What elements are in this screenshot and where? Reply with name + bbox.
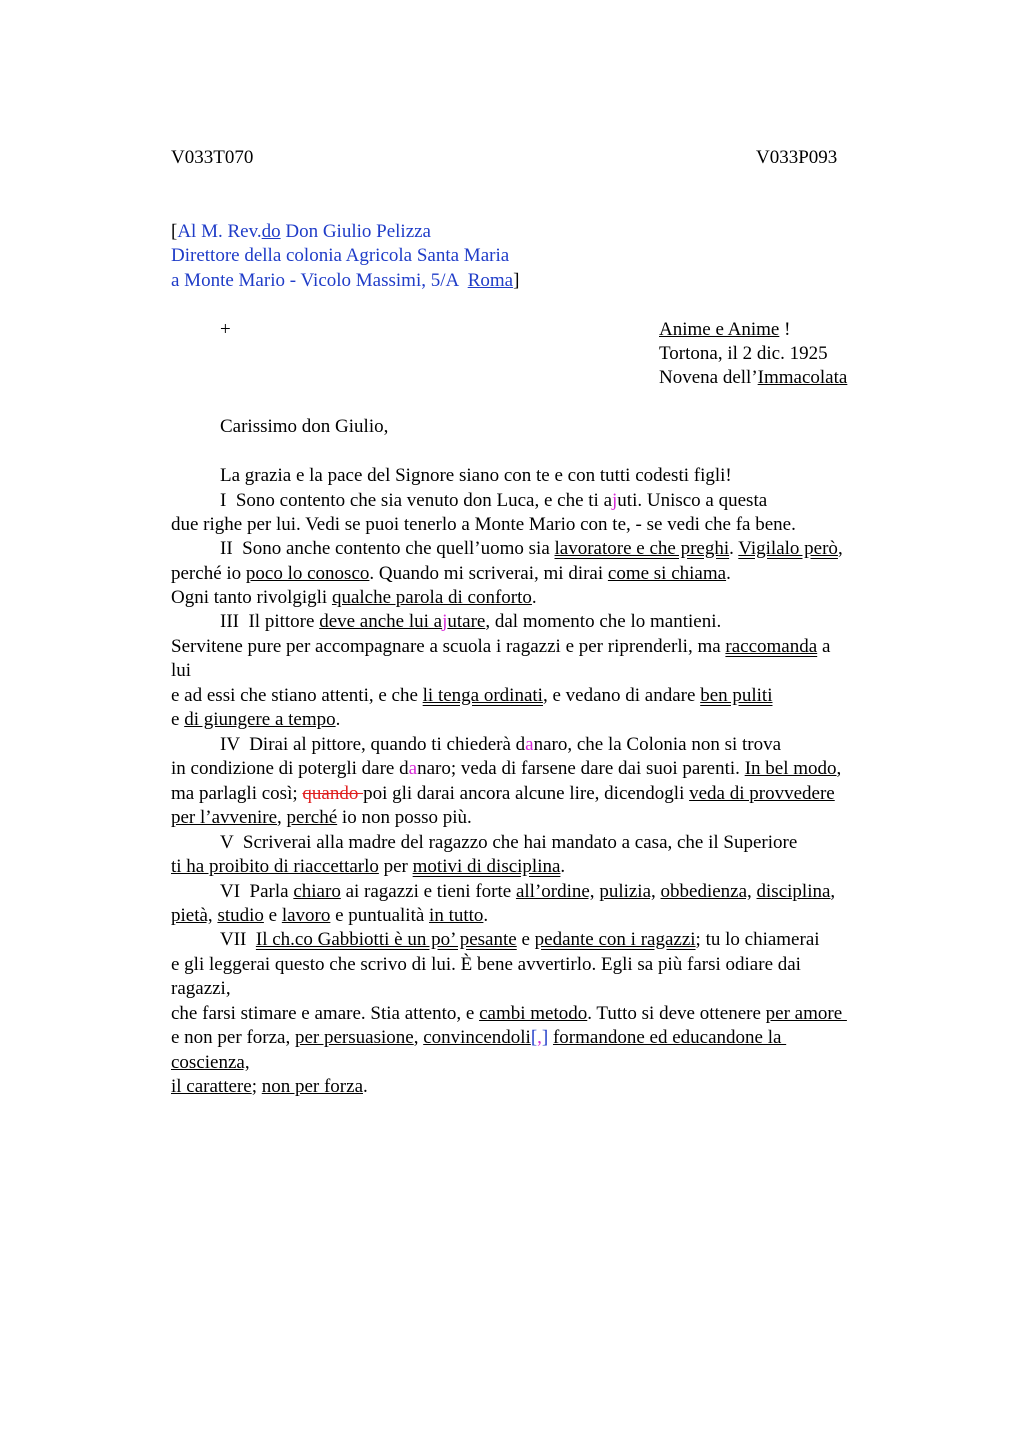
- emphasis: obbedienza,: [660, 881, 752, 902]
- text: naro, che la Colonia non si trova: [533, 734, 782, 755]
- emphasis: per l’avvenire: [171, 807, 278, 828]
- editorial-comma: ,: [537, 1027, 542, 1048]
- correction-letter: j: [612, 490, 618, 511]
- text: .: [363, 1076, 368, 1097]
- text: ,: [836, 758, 842, 779]
- text: per: [378, 856, 413, 877]
- emphasis: formandone ed educandone la: [552, 1027, 787, 1048]
- body-line-16: V Scriverai alla madre del ragazzo che hai mandato a casa, che il Superiore: [220, 832, 798, 853]
- text: II Sono anche contento che quell’uomo sia: [220, 538, 555, 559]
- body-line-11: [171, 708, 340, 732]
- body-line-15: [171, 806, 472, 830]
- text: .: [531, 587, 537, 608]
- emphasis: per persuasione: [294, 1027, 414, 1048]
- address-name: Don Giulio Pelizza: [280, 221, 431, 242]
- novena-prefix: Novena dell’: [659, 367, 758, 388]
- text: perché io: [171, 563, 246, 584]
- body-line-19: [171, 904, 488, 928]
- text: , dal momento che lo mantieni.: [485, 611, 722, 632]
- emphasis: per amore: [765, 1003, 847, 1024]
- emphasis: In bel modo: [744, 758, 837, 779]
- deleted-word: quando: [302, 783, 364, 804]
- text: , e vedano di andare: [542, 685, 701, 706]
- text: e puntualità: [330, 905, 430, 926]
- text: e non per forza,: [171, 1027, 295, 1048]
- bracket-close: ]: [513, 270, 520, 291]
- text: IV Dirai al pittore, quando ti chiederà d: [220, 734, 526, 755]
- text: poi gli darai ancora alcune lire, dicendogli: [363, 783, 690, 804]
- document-code-right: V033P093: [756, 147, 838, 168]
- document-code-left: V033T070: [171, 147, 254, 168]
- body-line-9: lui: [171, 660, 192, 681]
- address-line-2: Direttore della colonia Agricola Santa Maria: [171, 245, 510, 266]
- address-title: Al M. Rev.: [177, 221, 262, 242]
- body-line-13: [171, 757, 841, 781]
- text: .: [335, 709, 341, 730]
- text: in condizione di potergli dare d: [171, 758, 409, 779]
- text: uti. Unisco a questa: [617, 490, 768, 511]
- emphasis: poco lo conosco: [245, 563, 370, 584]
- correction-letter: a: [408, 758, 418, 779]
- emphasis: pedante con i ragazzi: [534, 929, 696, 950]
- body-line-1: La grazia e la pace del Signore siano con te e con tutti codesti figli!: [220, 465, 732, 486]
- text: ,: [830, 881, 836, 902]
- emphasis: perché: [286, 807, 338, 828]
- text: ai ragazzi e tieni forte: [340, 881, 516, 902]
- cross-mark: +: [220, 319, 231, 340]
- text: naro; veda di farsene dare dai suoi parenti.: [417, 758, 745, 779]
- novena: [659, 366, 847, 390]
- text: e: [263, 905, 282, 926]
- correction-letter: a: [525, 734, 534, 755]
- emphasis: studio: [217, 905, 264, 926]
- emphasis: in tutto: [429, 905, 484, 926]
- text: e: [171, 709, 185, 730]
- emphasis: di giungere a tempo: [184, 709, 336, 730]
- body-line-6: [171, 586, 537, 610]
- text: io non posso più.: [337, 807, 472, 828]
- address-city: Roma: [467, 270, 514, 291]
- emphasis: disciplina: [756, 881, 831, 902]
- body-line-21: e gli leggerai questo che scrivo di lui. È bene avvertirlo. Egli sa più farsi odiare dai: [171, 954, 801, 975]
- body-line-10: [171, 684, 773, 708]
- body-line-12: [220, 733, 781, 757]
- salutation: Carissimo don Giulio,: [220, 416, 389, 437]
- body-line-4: [220, 537, 843, 561]
- editorial-bracket: [: [530, 1027, 538, 1048]
- emphasis: lavoro: [281, 905, 331, 926]
- text: I Sono contento che sia venuto don Luca, e che ti a: [220, 490, 613, 511]
- emphasis: li tenga ordinati: [422, 685, 543, 706]
- text: e ad essi che stiano attenti, e che: [171, 685, 423, 706]
- emphasis: ti ha proibito di riaccettarlo: [171, 856, 379, 877]
- address-do: do: [261, 221, 281, 242]
- body-line-17: [171, 855, 565, 879]
- emphasis: raccomanda: [725, 636, 818, 657]
- emphasis: il carattere: [171, 1076, 252, 1097]
- body-line-14: [171, 782, 835, 806]
- text: ,: [277, 807, 287, 828]
- body-line-2: [220, 489, 767, 513]
- text: Ogni tanto rivolgigli: [171, 587, 332, 608]
- emphasis: Vigilalo però: [738, 538, 838, 559]
- body-line-3: due righe per lui. Vedi se puoi tenerlo a Monte Mario con te, - se vedi che fa bene.: [171, 514, 796, 535]
- body-line-25: [171, 1051, 250, 1075]
- text: ;: [251, 1076, 262, 1097]
- emphasis: pietà,: [171, 905, 213, 926]
- text: Servitene pure per accompagnare a scuola i ragazzi e per riprenderli, ma: [171, 636, 726, 657]
- emphasis: lavoratore e che preghi: [554, 538, 730, 559]
- body-line-23: [171, 1002, 847, 1026]
- text: VII: [220, 929, 256, 950]
- text: .: [483, 905, 489, 926]
- text: .: [726, 563, 731, 584]
- body-line-22: ragazzi,: [171, 978, 231, 999]
- emphasis: veda di provvedere: [689, 783, 835, 804]
- text: . Quando mi scriverai, mi dirai: [369, 563, 608, 584]
- emphasis: non per forza: [261, 1076, 363, 1097]
- text: .: [560, 856, 566, 877]
- body-line-24: [171, 1026, 786, 1050]
- editorial-bracket: ]: [541, 1027, 549, 1048]
- emphasis: chiaro: [293, 881, 341, 902]
- text: a: [817, 636, 831, 657]
- emphasis: coscienza,: [171, 1052, 250, 1073]
- emphasis: pulizia,: [599, 881, 656, 902]
- text: .: [729, 538, 739, 559]
- emphasis: convincendoli: [423, 1027, 531, 1048]
- address-line-3: [171, 269, 519, 293]
- text: che farsi stimare e amare. Stia attento, e: [171, 1003, 480, 1024]
- body-line-8: [171, 635, 830, 659]
- emphasis: qualche parola di conforto: [331, 587, 532, 608]
- bracket-open: [: [171, 221, 178, 242]
- motto-text: Anime e Anime: [659, 319, 780, 340]
- motto: [659, 318, 790, 342]
- novena-immacolata: Immacolata: [757, 367, 848, 388]
- address-line-1: [171, 220, 431, 244]
- text: VI Parla: [220, 881, 294, 902]
- place-date: Tortona, il 2 dic. 1925: [659, 343, 828, 364]
- emphasis: cambi metodo: [479, 1003, 588, 1024]
- correction-letter: j: [442, 611, 448, 632]
- emphasis: all’ordine,: [515, 881, 595, 902]
- body-line-18: [220, 880, 835, 904]
- emphasis: deve anche lui a: [319, 611, 443, 632]
- text: . Tutto si deve ottenere: [587, 1003, 766, 1024]
- address-street: a Monte Mario - Vicolo Massimi, 5/A: [171, 270, 468, 291]
- text: ; tu lo chiamerai: [695, 929, 820, 950]
- text: e: [516, 929, 535, 950]
- motto-end: !: [779, 319, 791, 340]
- body-line-20: [220, 928, 820, 952]
- emphasis: motivi di disciplina: [412, 856, 561, 877]
- text: ma parlagli così;: [171, 783, 303, 804]
- text: ,: [837, 538, 843, 559]
- emphasis: ben puliti: [700, 685, 773, 706]
- emphasis: utare: [447, 611, 486, 632]
- text: III Il pittore: [220, 611, 320, 632]
- body-line-7: [220, 610, 721, 634]
- emphasis: come si chiama: [607, 563, 727, 584]
- emphasis: Il ch.co Gabbiotti è un po’ pesante: [255, 929, 517, 950]
- body-line-5: [171, 562, 731, 586]
- text: ,: [413, 1027, 424, 1048]
- body-line-26: [171, 1075, 368, 1099]
